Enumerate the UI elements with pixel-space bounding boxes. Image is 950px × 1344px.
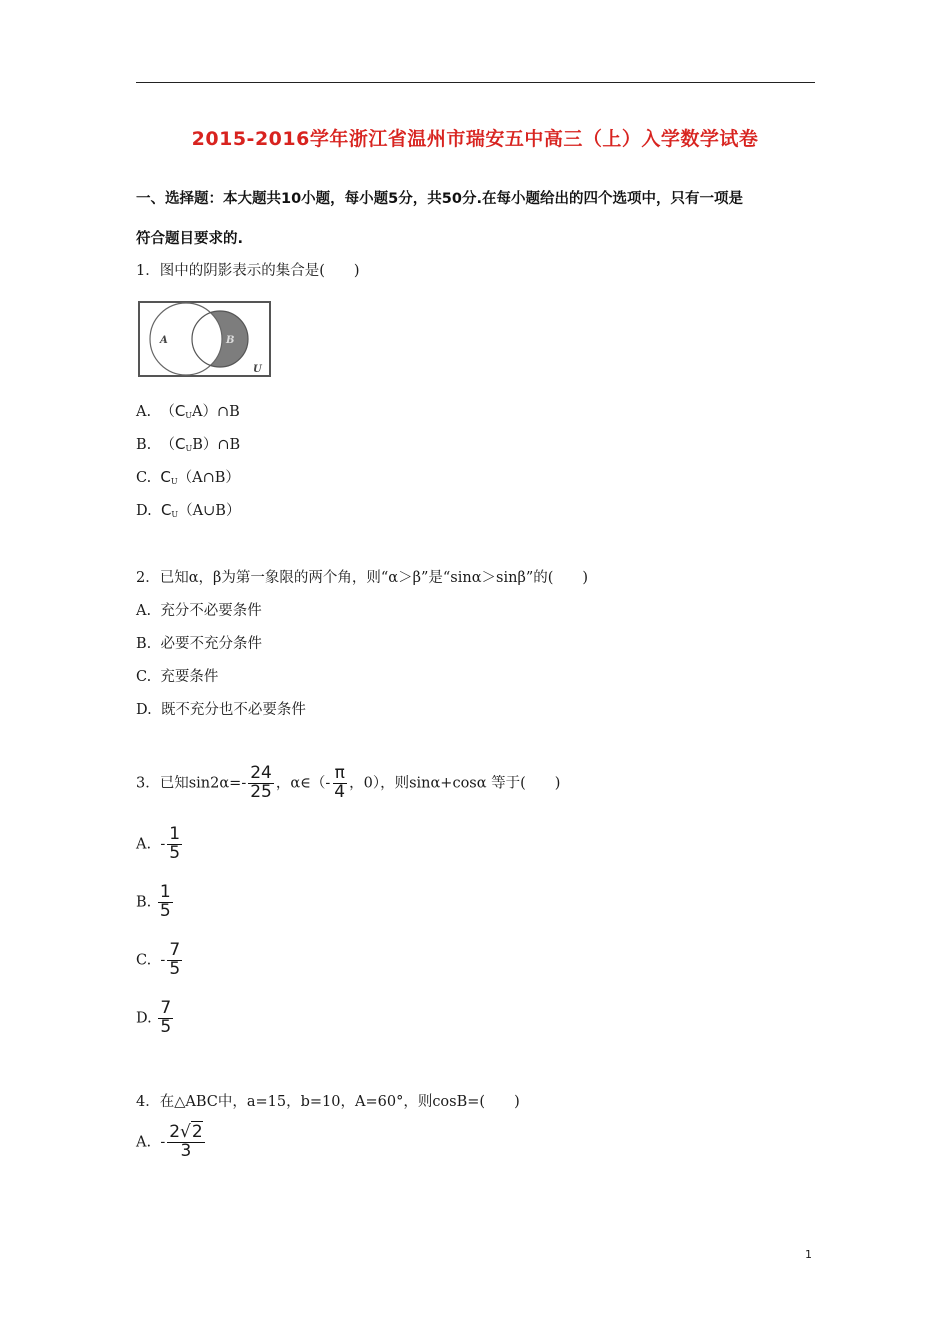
q1-option-a[interactable]: A. $(C_UA)\cap B$ <box>136 402 240 420</box>
q1-option-b[interactable]: B. $(C_UB)\cap B$ <box>136 435 241 453</box>
complement-symbol: C <box>160 468 171 486</box>
paper-title: 2015-2016学年浙江省温州市瑞安五中高三（上）入学数学试卷 <box>191 128 759 150</box>
section-heading-line2: 符合题目要求的. <box>136 231 244 247</box>
section-heading-line1: 一、选择题：本大题共10小题，每小题5分，共50分.在每小题给出的四个选项中，只有一项是 <box>136 191 743 207</box>
q2-option-b[interactable]: B. 必要不充分条件 <box>136 636 262 652</box>
complement-symbol: C <box>174 402 186 420</box>
q1-option-d[interactable]: D. $C_U(A\cup B)$ <box>136 501 241 519</box>
q2-option-c[interactable]: C. 充要条件 <box>136 669 219 685</box>
q4-option-a[interactable]: A. - $\frac{2√2}{3}$ <box>136 1122 203 1161</box>
q2-option-a[interactable]: A. 充分不必要条件 <box>136 603 262 619</box>
header-rule <box>136 82 815 83</box>
question-4-stem: 4．在△ABC中，a=15，b=10，A=60°，则cosB=( ) <box>136 1094 520 1110</box>
fraction-2sqrt2-3: $\frac{2√2}{3}$ <box>169 1122 203 1161</box>
q2-option-d[interactable]: D. 既不充分也不必要条件 <box>136 702 306 718</box>
label-u: U <box>253 364 262 375</box>
page-number: 1 <box>805 1248 812 1261</box>
sqrt-sign: √ <box>180 1122 191 1142</box>
fraction-24-25: $\frac{24}{25}$ <box>250 763 272 802</box>
label-b: B <box>226 335 235 346</box>
complement-symbol: C <box>160 501 172 519</box>
q3-option-d[interactable]: D. $\frac{7}{5}$ <box>136 998 172 1037</box>
fraction-pi-4: $\frac{\pi}{4}$ <box>334 763 346 802</box>
q1-option-c[interactable]: C. $C_U(A\cap B)$ <box>136 468 240 486</box>
q3-option-c[interactable]: C. - $\frac{7}{5}$ <box>136 940 181 979</box>
question-3-stem: 3．已知sin2α=- $\frac{24}{25}$ ，α∈（- $\frac{\pi}{4}$ ，0），则sinα+cosα 等于( ) <box>136 763 561 802</box>
question-2-stem: 2．已知α，β为第一象限的两个角，则“α＞β”是“sinα＞sinβ”的( ) <box>136 570 589 586</box>
label-a: A <box>160 335 168 346</box>
complement-symbol: C <box>174 435 186 453</box>
q3-option-b[interactable]: B. $\frac{1}{5}$ <box>136 882 171 921</box>
venn-diagram <box>138 301 271 377</box>
q3-option-a[interactable]: A. - $\frac{1}{5}$ <box>136 824 181 863</box>
question-1-stem: 1．图中的阴影表示的集合是( ) <box>136 263 360 279</box>
